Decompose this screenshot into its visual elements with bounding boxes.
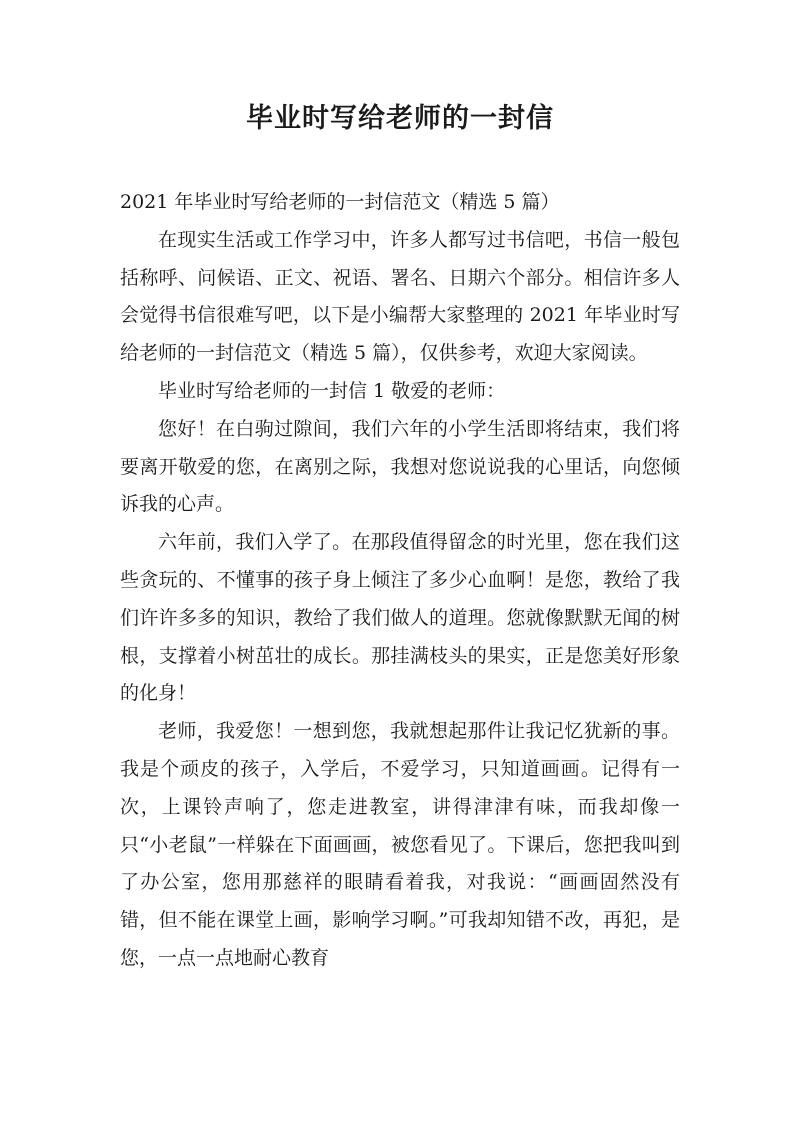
paragraph-greeting: 您好！在白驹过隙间，我们六年的小学生活即将结束，我们将要离开敬爱的您，在离别之际，我想对您说说我的心里话，向您倾诉我的心声。: [120, 417, 680, 516]
letter-heading: 毕业时写给老师的一封信 1 敬爱的老师：: [158, 379, 506, 402]
document-body: [120, 184, 680, 978]
paragraph-intro: 在现实生活或工作学习中，许多人都写过书信吧，书信一般包括称呼、问候语、正文、祝语、署名、日期六个部分。相信许多人会觉得书信很难写吧，以下是小编帮大家整理的 2021 年毕业时写给老师的一封信范文（精选 5 篇），仅供参考，欢迎大家阅读。: [120, 228, 680, 365]
subtitle: 2021 年毕业时写给老师的一封信范文（精选 5 篇）: [120, 191, 560, 213]
document-title: 毕业时写给老师的一封信: [246, 103, 554, 134]
paragraph-story: 老师，我爱您！一想到您，我就想起那件让我记忆犹新的事。我是个顽皮的孩子，入学后，不爱学习，只知道画画。记得有一次，上课铃声响了，您走进教室，讲得津津有味，而我却像一只“小老鼠”一样躲在下面画画，被您看见了。下课后，您把我叫到了办公室，您用那慈祥的眼睛看着我，对我说：“画画固然没有错，但不能在课堂上画，影响学习啊。”可我却知错不改，再犯，是您，一点一点地耐心教育: [120, 720, 680, 969]
paragraph-memory: 六年前，我们入学了。在那段值得留念的时光里，您在我们这些贪玩的、不懂事的孩子身上倾注了多少心血啊！是您，教给了我们许许多多的知识，教给了我们做人的道理。您就像默默无闻的树根，支撑着小树茁壮的成长。那挂满枝头的果实，正是您美好形象的化身！: [120, 531, 680, 705]
